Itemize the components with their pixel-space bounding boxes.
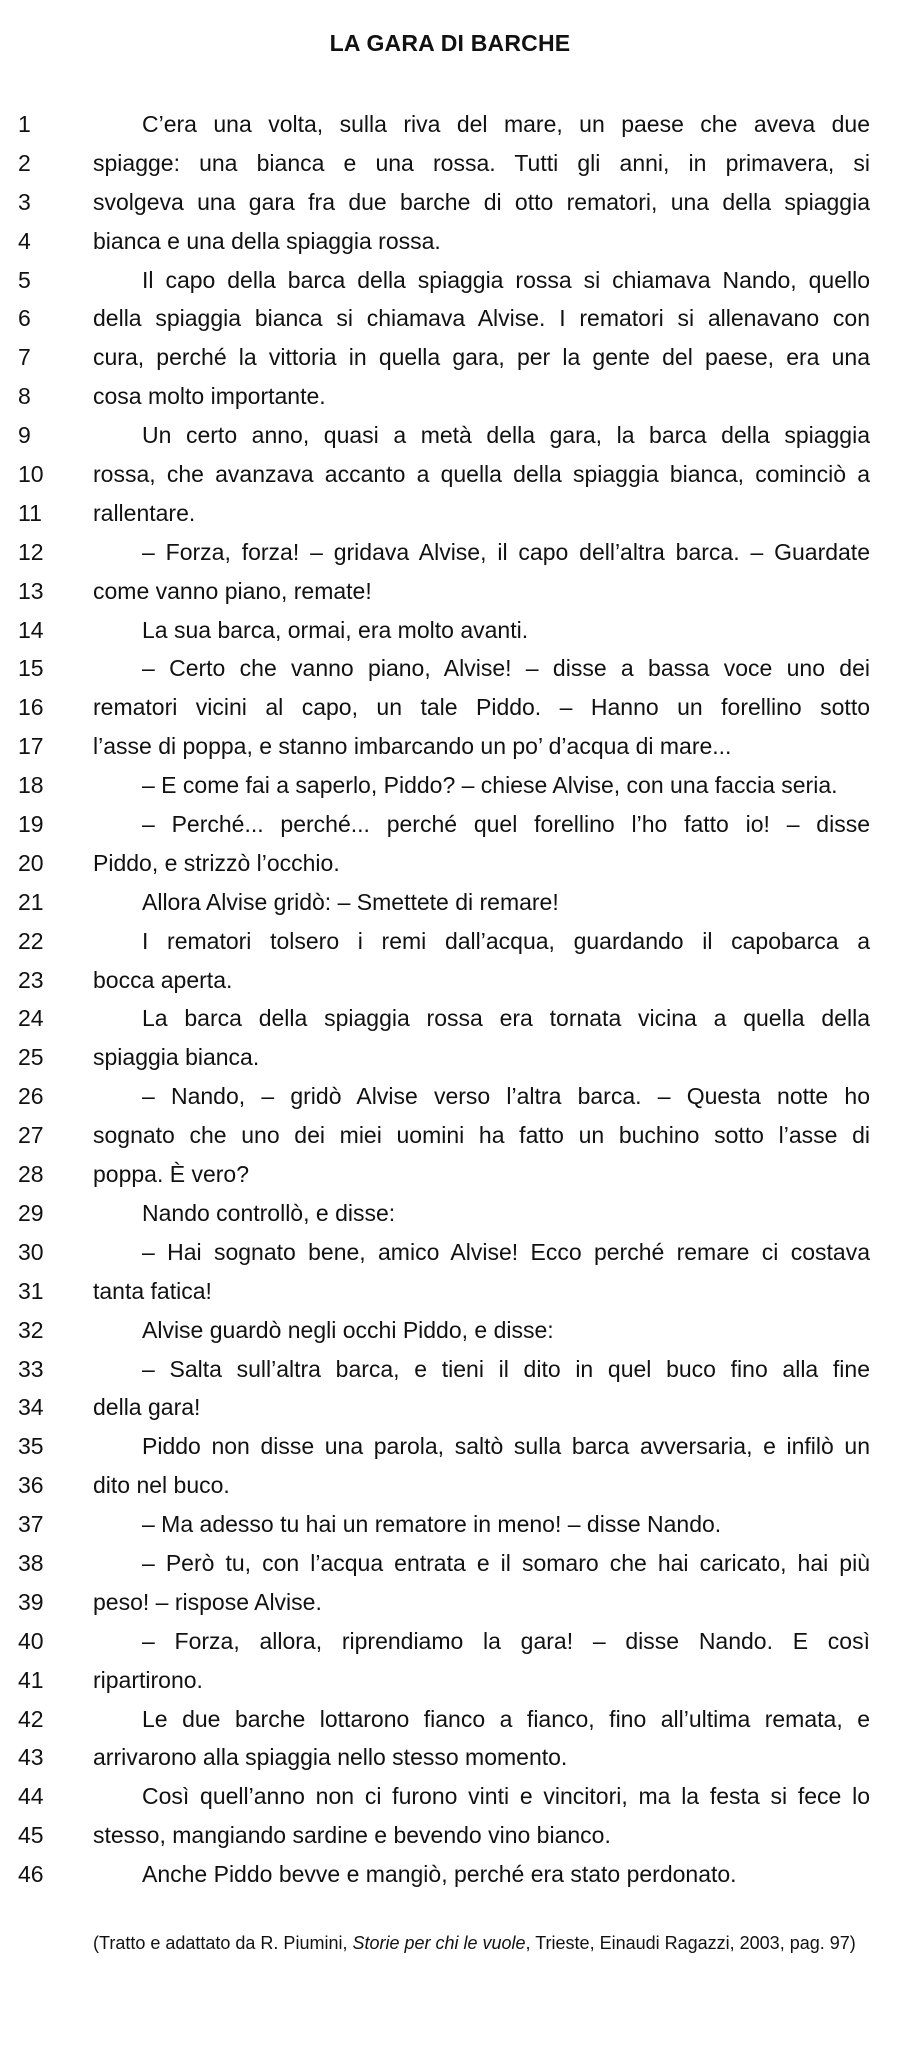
line-number: 19 bbox=[18, 811, 44, 838]
text-line bbox=[0, 1350, 900, 1389]
text-line bbox=[0, 338, 900, 377]
text-line bbox=[0, 688, 900, 727]
line-number: 6 bbox=[18, 305, 31, 332]
line-text: La sua barca, ormai, era molto avanti. bbox=[142, 616, 529, 643]
line-number: 37 bbox=[18, 1511, 44, 1538]
text-line bbox=[0, 961, 900, 1000]
line-number: 18 bbox=[18, 772, 44, 799]
line-text: Così quell’anno non ci furono vinti e vincitori, ma la festa si fece lo bbox=[142, 1783, 870, 1810]
text-line bbox=[0, 1388, 900, 1427]
line-number: 27 bbox=[18, 1122, 44, 1149]
text-line bbox=[0, 1272, 900, 1311]
text-line bbox=[0, 649, 900, 688]
line-number: 29 bbox=[18, 1199, 44, 1226]
text-line bbox=[0, 1777, 900, 1816]
line-number: 5 bbox=[18, 266, 31, 293]
text-line bbox=[0, 1194, 900, 1233]
line-text: – E come fai a saperlo, Piddo? – chiese Alvise, con una faccia seria. bbox=[142, 772, 838, 799]
line-text: come vanno piano, remate! bbox=[93, 577, 372, 604]
line-text: Anche Piddo bevve e mangiò, perché era stato perdonato. bbox=[142, 1861, 737, 1888]
text-line bbox=[0, 572, 900, 611]
text-line bbox=[0, 1544, 900, 1583]
line-text: arrivarono alla spiaggia nello stesso momento. bbox=[93, 1744, 568, 1771]
line-text: rossa, che avanzava accanto a quella della spiaggia bianca, cominciò a bbox=[93, 461, 870, 488]
line-number: 13 bbox=[18, 577, 44, 604]
line-number: 8 bbox=[18, 383, 31, 410]
line-text: – Perché... perché... perché quel forellino l’ho fatto io! – disse bbox=[142, 811, 870, 838]
text-line bbox=[0, 261, 900, 300]
line-text: – Hai sognato bene, amico Alvise! Ecco perché remare ci costava bbox=[142, 1238, 870, 1265]
text-line bbox=[0, 805, 900, 844]
line-text: peso! – rispose Alvise. bbox=[93, 1588, 322, 1615]
line-text: spiagge: una bianca e una rossa. Tutti gli anni, in primavera, si bbox=[93, 149, 870, 176]
line-number: 35 bbox=[18, 1433, 44, 1460]
line-number: 16 bbox=[18, 694, 44, 721]
source-book-title: Storie per chi le vuole bbox=[352, 1933, 526, 1953]
line-text: sognato che uno dei miei uomini ha fatto un buchino sotto l’asse di bbox=[93, 1122, 870, 1149]
line-number: 21 bbox=[18, 888, 44, 915]
line-text: – Certo che vanno piano, Alvise! – disse a bassa voce uno dei bbox=[142, 655, 870, 682]
line-text: rallentare. bbox=[93, 499, 196, 526]
text-line bbox=[0, 611, 900, 650]
line-text: C’era una volta, sulla riva del mare, un paese che aveva due bbox=[142, 111, 870, 137]
line-text: cura, perché la vittoria in quella gara, per la gente del paese, era una bbox=[93, 344, 870, 371]
text-line bbox=[0, 1311, 900, 1350]
line-number: 31 bbox=[18, 1277, 44, 1304]
line-number: 12 bbox=[18, 538, 44, 565]
line-number: 2 bbox=[18, 149, 31, 176]
line-text: Il capo della barca della spiaggia rossa si chiamava Nando, quello bbox=[142, 266, 870, 293]
text-line bbox=[0, 1155, 900, 1194]
text-line bbox=[0, 1427, 900, 1466]
line-text: – Però tu, con l’acqua entrata e il somaro che hai caricato, hai più bbox=[142, 1549, 870, 1576]
text-line bbox=[0, 844, 900, 883]
text-line bbox=[0, 144, 900, 183]
text-line bbox=[0, 222, 900, 261]
line-text: – Salta sull’altra barca, e tieni il dito in quel buco fino alla fine bbox=[142, 1355, 870, 1382]
text-line bbox=[0, 1700, 900, 1739]
line-number: 26 bbox=[18, 1083, 44, 1110]
text-line bbox=[0, 105, 900, 144]
line-number: 33 bbox=[18, 1355, 44, 1382]
line-number: 22 bbox=[18, 927, 44, 954]
line-text: – Forza, allora, riprendiamo la gara! – disse Nando. E così bbox=[142, 1627, 870, 1654]
line-text: – Nando, – gridò Alvise verso l’altra barca. – Questa notte ho bbox=[142, 1083, 870, 1110]
text-line bbox=[0, 455, 900, 494]
line-text: svolgeva una gara fra due barche di otto rematori, una della spiaggia bbox=[93, 188, 870, 215]
text-line bbox=[0, 1738, 900, 1777]
line-text: – Ma adesso tu hai un rematore in meno! – disse Nando. bbox=[142, 1511, 722, 1538]
line-text: rematori vicini al capo, un tale Piddo. – Hanno un forellino sotto bbox=[93, 694, 870, 721]
text-line bbox=[0, 1466, 900, 1505]
line-text: Le due barche lottarono fianco a fianco, fino all’ultima remata, e bbox=[142, 1705, 870, 1732]
line-number: 4 bbox=[18, 227, 31, 254]
line-number: 45 bbox=[18, 1822, 44, 1849]
line-text: bocca aperta. bbox=[93, 966, 233, 993]
line-text: tanta fatica! bbox=[93, 1277, 212, 1304]
line-number: 30 bbox=[18, 1238, 44, 1265]
line-number: 1 bbox=[18, 111, 31, 137]
line-number: 39 bbox=[18, 1588, 44, 1615]
line-text: poppa. È vero? bbox=[93, 1161, 250, 1188]
text-line bbox=[0, 1583, 900, 1622]
line-text: Un certo anno, quasi a metà della gara, la barca della spiaggia bbox=[142, 422, 870, 449]
line-text: Piddo non disse una parola, saltò sulla barca avversaria, e infilò un bbox=[142, 1433, 870, 1460]
text-line bbox=[0, 1233, 900, 1272]
line-number: 36 bbox=[18, 1472, 44, 1499]
line-text: Piddo, e strizzò l’occhio. bbox=[93, 849, 340, 876]
line-number: 42 bbox=[18, 1705, 44, 1732]
line-number: 14 bbox=[18, 616, 44, 643]
numbered-text-body bbox=[0, 105, 900, 1894]
text-line bbox=[0, 1116, 900, 1155]
text-line bbox=[0, 883, 900, 922]
text-line bbox=[0, 766, 900, 805]
line-number: 32 bbox=[18, 1316, 44, 1343]
text-line bbox=[0, 1661, 900, 1700]
line-number: 15 bbox=[18, 655, 44, 682]
line-number: 34 bbox=[18, 1394, 44, 1421]
line-text: I rematori tolsero i remi dall’acqua, guardando il capobarca a bbox=[142, 927, 870, 954]
text-line bbox=[0, 727, 900, 766]
text-line bbox=[0, 1622, 900, 1661]
line-text: cosa molto importante. bbox=[93, 383, 326, 410]
line-number: 38 bbox=[18, 1549, 44, 1576]
line-text: Allora Alvise gridò: – Smettete di remare! bbox=[142, 888, 559, 915]
text-line bbox=[0, 1077, 900, 1116]
line-number: 24 bbox=[18, 1005, 44, 1032]
text-line bbox=[0, 1038, 900, 1077]
line-text: bianca e una della spiaggia rossa. bbox=[93, 227, 441, 254]
line-number: 28 bbox=[18, 1161, 44, 1188]
line-number: 25 bbox=[18, 1044, 44, 1071]
line-number: 41 bbox=[18, 1666, 44, 1693]
text-line bbox=[0, 1816, 900, 1855]
line-number: 20 bbox=[18, 849, 44, 876]
text-line bbox=[0, 416, 900, 455]
text-line bbox=[0, 533, 900, 572]
line-text: – Forza, forza! – gridava Alvise, il capo dell’altra barca. – Guardate bbox=[142, 538, 870, 565]
text-line bbox=[0, 494, 900, 533]
line-text: Nando controllò, e disse: bbox=[142, 1199, 396, 1226]
line-number: 9 bbox=[18, 422, 31, 449]
line-text: l’asse di poppa, e stanno imbarcando un po’ d’acqua di mare... bbox=[93, 733, 732, 760]
line-number: 10 bbox=[18, 461, 44, 488]
line-number: 40 bbox=[18, 1627, 44, 1654]
line-number: 44 bbox=[18, 1783, 44, 1810]
source-citation bbox=[93, 1930, 883, 1957]
line-text: della gara! bbox=[93, 1394, 201, 1421]
line-text: della spiaggia bianca si chiamava Alvise. I rematori si allenavano con bbox=[93, 305, 870, 332]
source-prefix: (Tratto e adattato da R. Piumini, bbox=[93, 1933, 353, 1953]
line-text: stesso, mangiando sardine e bevendo vino bianco. bbox=[93, 1822, 611, 1849]
text-line bbox=[0, 377, 900, 416]
text-line bbox=[0, 299, 900, 338]
text-line bbox=[0, 1505, 900, 1544]
line-text: La barca della spiaggia rossa era tornata vicina a quella della bbox=[142, 1005, 870, 1032]
line-number: 7 bbox=[18, 344, 31, 371]
line-text: spiaggia bianca. bbox=[93, 1044, 260, 1071]
text-line bbox=[0, 999, 900, 1038]
document-title: LA GARA DI BARCHE bbox=[329, 30, 571, 56]
text-line bbox=[0, 922, 900, 961]
text-line bbox=[0, 183, 900, 222]
line-number: 3 bbox=[18, 188, 31, 215]
line-number: 43 bbox=[18, 1744, 44, 1771]
line-text: Alvise guardò negli occhi Piddo, e disse: bbox=[142, 1316, 554, 1343]
line-number: 46 bbox=[18, 1861, 44, 1888]
line-number: 11 bbox=[18, 499, 42, 526]
line-text: ripartirono. bbox=[93, 1666, 203, 1693]
line-number: 23 bbox=[18, 966, 44, 993]
line-text: dito nel buco. bbox=[93, 1472, 230, 1499]
source-suffix: , Trieste, Einaudi Ragazzi, 2003, pag. 97) bbox=[525, 1933, 856, 1953]
text-line bbox=[0, 1855, 900, 1894]
line-number: 17 bbox=[18, 733, 44, 760]
